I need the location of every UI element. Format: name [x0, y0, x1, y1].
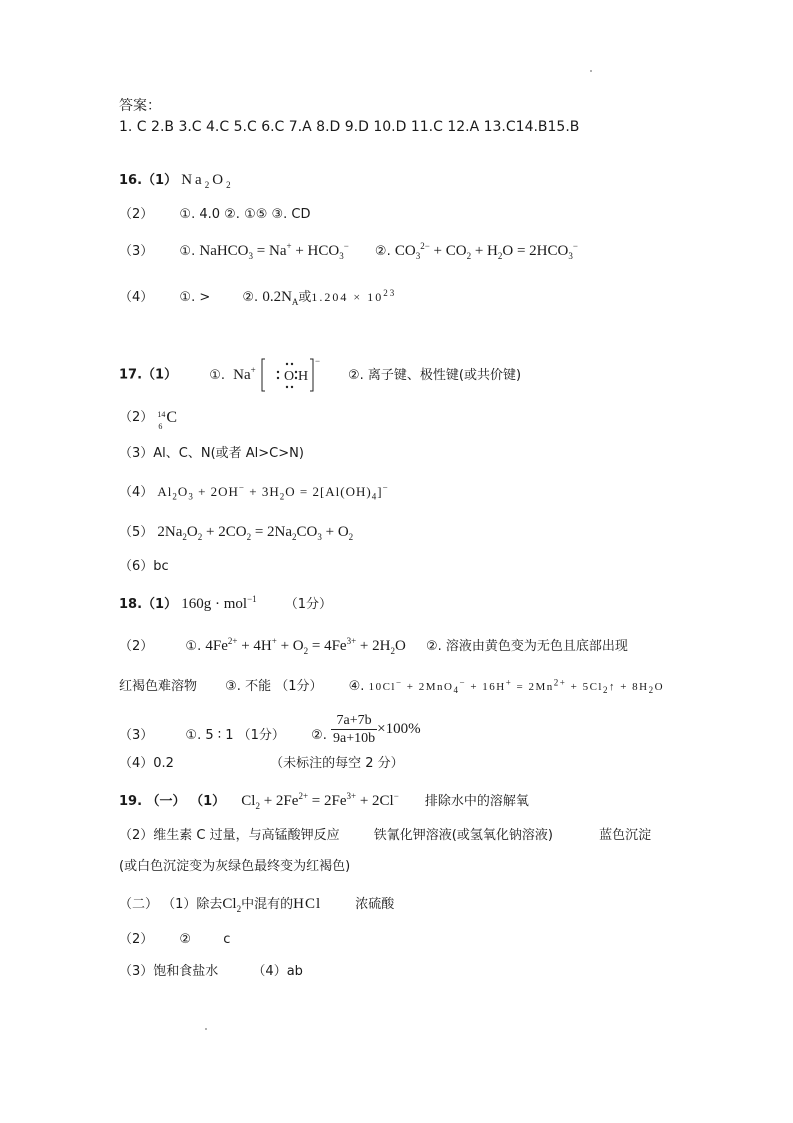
q18-part1: 18.（1） 160g · mol$^{-1}$ （1分） [119, 594, 333, 612]
q16-part2: （2） ①. 4.0 ②. ①⑤ ③. CD [119, 207, 311, 222]
eq-cl2-fe: $Cl_2 + 2Fe^{2+} = 2Fe^{3+} + 2Cl^-$ [241, 791, 399, 811]
q17-part1: 17.（1） ①. Na+ O H − ②. 离子键、极性键(或共价键) [119, 356, 521, 394]
q18-part4: （4）0.2 （未标注的每空 2 分） [119, 756, 404, 771]
eq-fe2-oxidation: $4Fe^{2+} + 4H^+ + O_2 = 4Fe^{3+} + 2H_2O$ [205, 636, 406, 656]
q17-part3: （3）Al、C、N(或者 Al>C>N) [119, 446, 304, 461]
svg-text:−: − [314, 356, 320, 366]
q16-0.2na: $0.2N_A$ [262, 289, 299, 307]
q18-part2: （2） ①. $4Fe^{2+} + 4H^+ + O_2 = 4Fe^{3+} + 2H_2O$ ②. 溶液由黄色变为无色且底部出现 [119, 636, 628, 656]
q16-alt: $1.204 \times 10^{23}$ [311, 288, 397, 304]
cl2: $Cl_2$ [222, 896, 242, 914]
eq-permanganate: $10Cl^- + 2MnO_4^- + 16H^+ = 2Mn^{2+}$ + $5Cl_2↑ + 8H_2O$ [368, 677, 665, 696]
q17-part6: （6）bc [119, 559, 169, 574]
hydroxide-electron-dot-icon [260, 356, 320, 394]
q19-part4: （2） ② c [119, 932, 231, 947]
naoh-electron-formula: Na+ [233, 364, 256, 383]
svg-text:H: H [297, 369, 308, 384]
eq-al2o3: $Al_2O_3 + 2OH^- + 3H_2O = 2[Al(OH)_4]^-$ [157, 482, 389, 502]
answers-heading: 答案： [119, 98, 161, 114]
q16-part1: 16.（1） $Na_2O_2$ [119, 172, 234, 190]
q18-part3: （3） ①. 5 ∶ 1 （1分） ②. $\frac{7a+7b}{9a+10b}$ ×100% [119, 713, 421, 746]
q17-part2: （2） 14 6 C [119, 408, 181, 428]
fraction: $\frac{7a+7b}{9a+10b}$ [333, 713, 376, 746]
q16-part4: （4） ①. > ②. $0.2N_A$或$1.204 \times 10^{23}$ [119, 288, 397, 307]
q16-part3: （3） ①. NaHCO$_3$ = $Na^+ + HCO_3^-$ ②. $CO_3^{2-} + CO_2 + H_2O = 2HCO_3^-$ [119, 241, 578, 261]
q19-part2-cont: (或白色沉淀变为灰绿色最终变为红褐色) [119, 859, 351, 874]
q19-part5: （3）饱和食盐水 （4）ab [119, 964, 303, 979]
hcl: HCl [293, 896, 322, 912]
q19-part3: （二） （1）除去$Cl_2$中混有的HCl 浓硫酸 [119, 896, 395, 914]
eq-na2o2-co2: $2Na_2O_2 + 2CO_2 = 2Na_2CO_3 + O_2$ [157, 524, 354, 542]
q17-part5: （5） $2Na_2O_2 + 2CO_2 = 2Na_2CO_3 + O_2$ [119, 524, 354, 542]
speck [590, 70, 592, 72]
speck [205, 1028, 207, 1030]
svg-text:O: O [283, 369, 294, 384]
isotope-c14: 14 6 C [157, 409, 178, 431]
mc-answers: 1. C 2.B 3.C 4.C 5.C 6.C 7.A 8.D 9.D 10.D 11.C 12.A 13.C14.B15.B [119, 119, 580, 135]
q19-part1: 19. （一） （1） $Cl_2 + 2Fe^{2+} = 2Fe^{3+} + 2Cl^-$ 排除水中的溶解氧 [119, 791, 529, 811]
q18-part2-cont: 红褐色难溶物 ③. 不能 （1分） ④. $10Cl^- + 2MnO_4^- + 16H^+ = 2Mn^{2+}$ + $5Cl_2↑ + 8H_2O$ [119, 677, 665, 696]
molar-mass: 160g · mol$^{-1}$ [181, 594, 257, 612]
eq-nahco3: NaHCO$_3$ = $Na^+ + HCO_3^-$ [199, 241, 349, 261]
eq-co3: $CO_3^{2-} + CO_2 + H_2O = 2HCO_3^-$ [394, 241, 578, 261]
q19-part2: （2）维生素 C 过量，与高锰酸钾反应 铁氰化钾溶液(或氢氧化钠溶液) 蓝色沉淀 [119, 828, 652, 843]
q16-na2o2: $Na_2O_2$ [181, 172, 234, 190]
q17-part4: （4） $Al_2O_3 + 2OH^- + 3H_2O = 2[Al(OH)_4]^-$ [119, 482, 389, 502]
